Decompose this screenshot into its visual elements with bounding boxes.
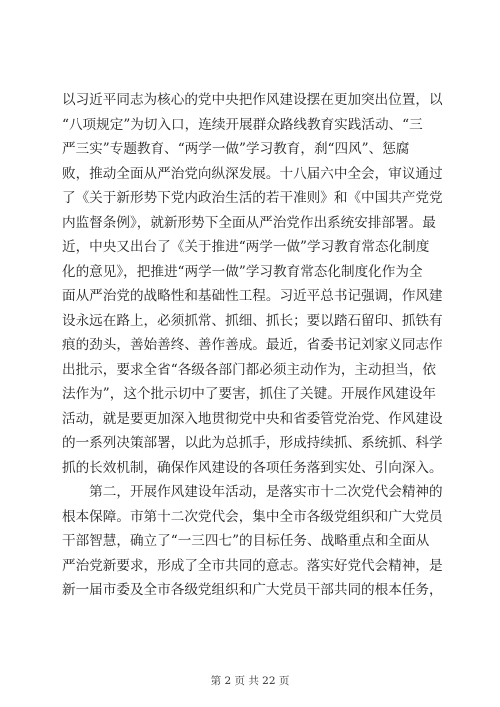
text-line: 的一系列决策部署，以此为总抓手，形成持续抓、系统抓、科学 bbox=[62, 435, 443, 451]
page-footer: 第 2 页 共 22 页 bbox=[210, 675, 290, 687]
text-line: 严治党新要求，形成了全市共同的意志。落实好党代会精神，是 bbox=[62, 557, 443, 574]
text-line: 抓的长效机制，确保作风建设的各项任务落到实处、引向深入。 bbox=[62, 459, 443, 476]
text-line: 内监督条例》，就新形势下全面从严治党作出系统安排部署。最 bbox=[62, 214, 436, 231]
paragraph-1 bbox=[62, 88, 446, 480]
text-line: 设永远在路上，必须抓常、抓细、抓长；要以踏石留印、抓铁有 bbox=[62, 312, 443, 329]
text-line: 痕的劲头，善始善终、善作善成。最近，省委书记刘家义同志作 bbox=[62, 337, 443, 353]
text-line: 出批示，要求全省“各级各部门都必须主动作为，主动担当，依 bbox=[62, 361, 436, 378]
text-line: 以习近平同志为核心的党中央把作风建设摆在更加突出位置，以 bbox=[62, 92, 443, 108]
text-line: 败，推动全面从严治党向纵深发展。十八届六中全会，审议通过 bbox=[62, 165, 443, 182]
text-line: “八项规定”为切入口，连续开展群众路线教育实践活动、“三 bbox=[62, 116, 423, 133]
text-line: 了《关于新形势下党内政治生活的若干准则》和《中国共产党党 bbox=[62, 190, 443, 206]
text-line: 法作为”，这个批示切中了要害，抓住了关键。开展作风建设年 bbox=[62, 386, 436, 402]
text-line: 第二，开展作风建设年活动，是落实市十二次党代会精神的 bbox=[62, 484, 443, 500]
document-body bbox=[62, 88, 446, 603]
text-line: 干部智慧，确立了“一三四七”的目标任务、战略重点和全面从 bbox=[62, 533, 430, 549]
paragraph-2 bbox=[62, 480, 446, 603]
text-line: 新一届市委及全市各级党组织和广大党员干部共同的根本任务， bbox=[62, 582, 443, 598]
text-line: 化的意见》，把推进“两学一做”学习教育常态化制度化作为全 bbox=[62, 263, 423, 280]
text-line: 活动，就是要更加深入地贯彻党中央和省委管党治党、作风建设 bbox=[62, 410, 443, 427]
text-line: 面从严治党的战略性和基础性工程。习近平总书记强调，作风建 bbox=[62, 288, 443, 304]
text-line: 近，中央又出台了《关于推进“两学一做”学习教育常态化制度 bbox=[62, 239, 430, 255]
text-line: 严三实”专题教育、“两学一做”学习教育，刹“四风”、惩腐 bbox=[62, 141, 410, 157]
text-line: 根本保障。市第十二次党代会，集中全市各级党组织和广大党员 bbox=[62, 508, 443, 525]
